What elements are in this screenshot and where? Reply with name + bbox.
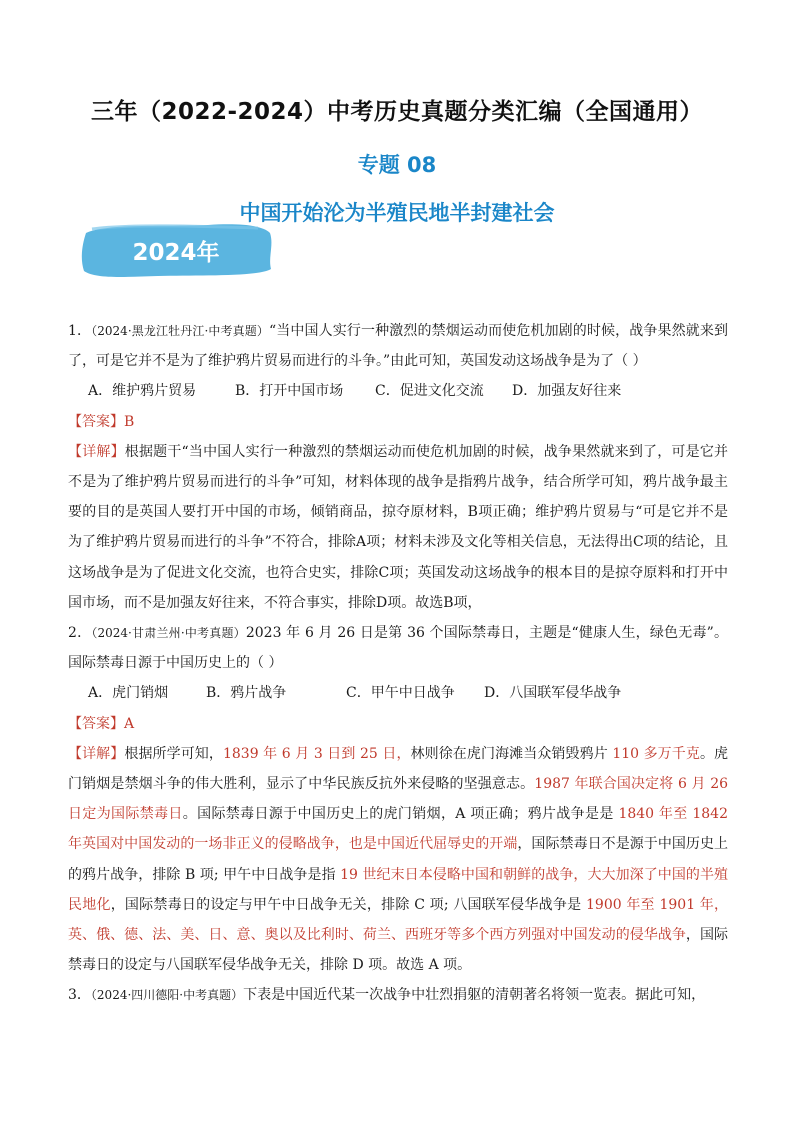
question-1-stem [68, 316, 728, 376]
detail-tag: 【详解】 [68, 443, 125, 460]
highlighted-text: 1900 年至 1901 年，英、俄、德、法、美、日、意、奥以及比利时、荷兰、西班牙等多个西方列强对中国发动的侵华战争 [68, 896, 729, 944]
option-b: B．鸦片战争 [206, 685, 287, 702]
question-1-detail [68, 437, 728, 618]
detail-text-segment: 。虎门销烟是禁烟斗争的伟大胜利，显示了中华民族反抗外来侵略的坚强意志。 [68, 745, 729, 793]
question-1-options [68, 376, 728, 406]
option-a: A．维护鸦片贸易 [88, 383, 197, 400]
question-text: 2023 年 6 月 26 日是第 36 个国际禁毒日，主题是“健康人生，绿色无毒”。国际禁毒日源于中国历史上的（ ） [68, 625, 728, 672]
question-source: （2024·四川德阳·中考真题） [90, 988, 244, 1003]
question-source: （2024·黑龙江牡丹江·中考真题） [91, 324, 270, 338]
detail-text [68, 746, 728, 973]
detail-text: 根据题干“当中国人实行一种激烈的禁烟运动而使危机加剧的时候，战争果然就来到了，可是它并不是为了维护鸦片贸易而进行的斗争”可知，材料体现的战争是指鸦片战争，结合所学可知，鸦片战争最主要的目的是英国人要打开中国的市场，倾销商品，掠夺原材料，B项正确；维护鸦片贸易与“可是它并不是为了维护鸦片贸易而进行的斗争”不符合，排除A项；材料未涉及文化等相关信息，无法得出C项的结论，且这场战争是为了促进文化交流，也符合史实，排除C项；英国发动这场战争的根本目的是掠夺原料和打开中国市场，而不是加强友好往来，不符合事实，排除D项。故选B项， [68, 443, 729, 611]
topic-title: 中国开始沦为半殖民地半封建社会 [239, 201, 555, 225]
highlighted-text: 19 世纪末日本侵略中国和朝鲜的战争，大大加深了中国的半殖民地化 [68, 866, 729, 913]
question-text: 下表是中国近代某一次战争中壮烈捐躯的清朝著名将领一览表。据此可知， [243, 987, 706, 1004]
question-number: 1． [68, 323, 92, 339]
option-a: A．虎门销烟 [88, 685, 169, 702]
answer-value: B [124, 413, 135, 430]
document-title: 三年（2022-2024）中考历史真题分类汇编（全国通用） [90, 99, 704, 125]
answer-tag: 【答案】 [68, 413, 124, 430]
question-source: （2024·甘肃兰州·中考真题） [91, 626, 246, 641]
option-d: D．八国联军侵华战争 [484, 685, 622, 702]
topic-number: 专题 08 [357, 153, 437, 177]
question-2-options [68, 678, 728, 708]
highlighted-text: 1840 年至 1842 年英国对中国发动的一场非正义的侵略战争，也是中国近代屈辱史的开端 [68, 806, 728, 853]
question-2-detail [68, 739, 728, 981]
question-number: 3． [68, 987, 91, 1004]
highlighted-text: 1987 年联合国决定将 6 月 26 日定为国际禁毒日 [68, 776, 729, 823]
highlighted-text: 110 多万千克 [612, 745, 700, 762]
question-text: “当中国人实行一种激烈的禁烟运动而使危机加剧的时候，战争果然就来到了，可是它并不是为了维护鸦片贸易而进行的斗争。”由此可知，英国发动这场战争是为了（ ） [68, 323, 729, 370]
question-3-stem [68, 980, 728, 1010]
detail-text-segment: 林则徐在虎门海滩当众销毁鸦片 [410, 745, 613, 762]
year-badge [78, 219, 274, 281]
question-number: 2． [68, 625, 92, 642]
option-c: C．甲午中日战争 [346, 685, 455, 702]
question-list [68, 316, 728, 1011]
detail-tag: 【详解】 [68, 745, 125, 762]
year-badge-label: 2024年 [132, 240, 220, 266]
highlighted-text: 1839 年 6 月 3 日到 25 日， [222, 745, 411, 762]
detail-text-segment: ，国际禁毒日的设定与八国联军侵华战争无关，排除 D 项。故选 A 项。 [68, 927, 729, 974]
option-d: D．加强友好往来 [512, 383, 622, 400]
option-b: B．打开中国市场 [235, 383, 344, 400]
question-2-stem [68, 618, 728, 678]
detail-text-segment: ，国际禁毒日的设定与甲午中日战争无关，排除 C 项; 八国联军侵华战争是 [110, 896, 587, 913]
detail-text-segment: 根据所学可知， [124, 745, 223, 762]
question-1-answer [68, 407, 728, 437]
answer-tag: 【答案】 [68, 715, 124, 732]
question-2-answer [68, 709, 728, 739]
option-c: C．促进文化交流 [375, 383, 484, 400]
detail-text-segment: ，国际禁毒日不是源于中国历史上的鸦片战争，排除 B 项; 甲午中日战争是指 [68, 836, 728, 883]
detail-text-segment: 。国际禁毒日源于中国历史上的虎门销烟，A 项正确；鸦片战争是是 [182, 806, 619, 823]
answer-value: A [124, 715, 135, 732]
